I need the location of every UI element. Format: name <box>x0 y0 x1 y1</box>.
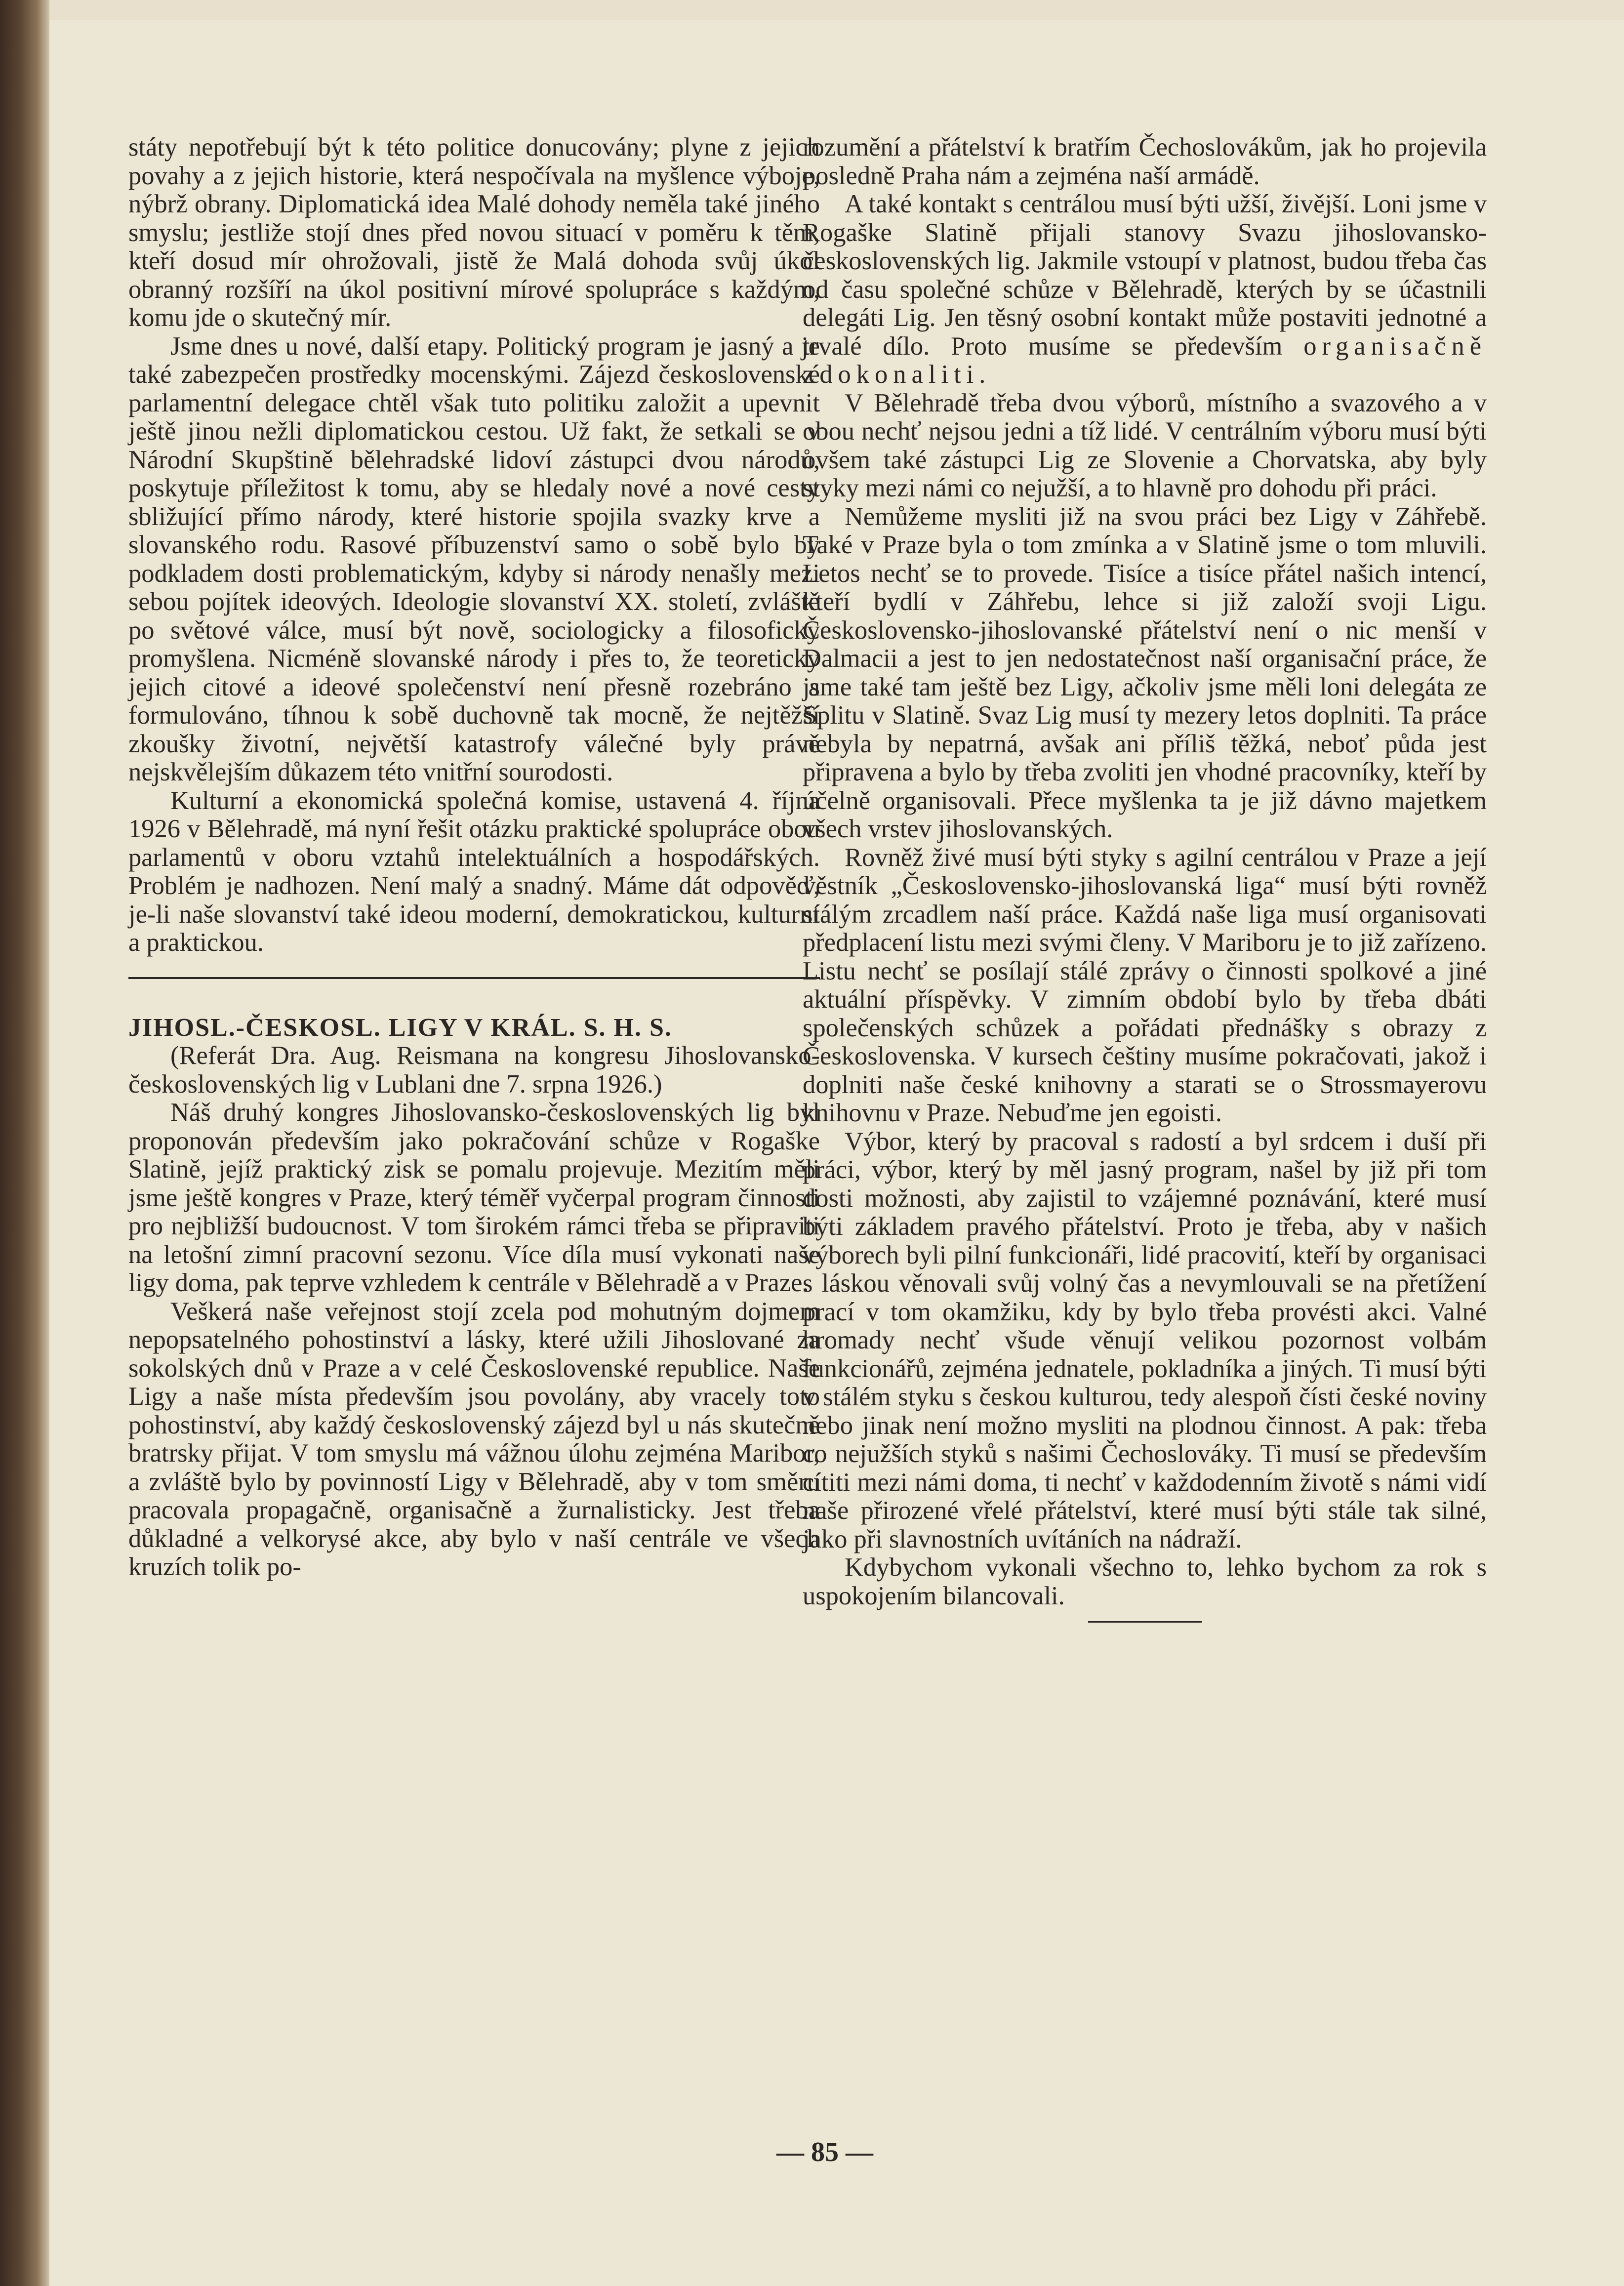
left-paragraph-4: Náš druhý kongres Jihoslovansko-československých lig byl proponován především jako pokračování schůze v Rogaške Slatině, jejíž praktický zisk se pomalu projevuje. Mezitím měli jsme ještě kongres v Praze, který téměř vyčerpal program činnosti pro nejbližší budoucnost. V tom širokém rámci třeba se připraviti na letošní zimní pracovní sezonu. Více díla musí vykonati naše ligy doma, pak teprve vzhledem k centrále v Bělehradě a v Praze. <box>128 1098 820 1297</box>
end-rule <box>1088 1621 1202 1623</box>
section-divider <box>128 977 820 979</box>
document-page <box>49 20 1624 2286</box>
article-subtitle: (Referát Dra. Aug. Reismana na kongresu Jihoslovansko-československých lig v Lublani dne 7. srpna 1926.) <box>128 1041 820 1099</box>
left-column <box>128 133 820 1582</box>
right-paragraph-2 <box>803 190 1487 389</box>
right-paragraph-5: Rovněž živé musí býti styky s agilní centrálou v Praze a její věstník „Československo-jihoslovanská liga“ musí býti rovněž stálým zrcadlem naší práce. Každá naše liga musí organisovati předplacení listu mezi svými členy. V Mariboru je to již zařízeno. Listu nechť se posílají stálé zprávy o činnosti spolkové a jiné aktuální příspěvky. V zimním období bylo by třeba dbáti společenských schůzek a pořádati přednášky s obrazy z Československa. V kursech češtiny musíme pokračovati, jakož i doplniti naše české knihovny a starati se o Strossmayerovu knihovnu v Praze. Nebuďme jen egoisti. <box>803 843 1487 1127</box>
right-paragraph-7: Kdybychom vykonali všechno to, lehko bychom za rok s uspokojením bilancovali. <box>803 1553 1487 1610</box>
left-paragraph-1: státy nepotřebují být k této politice donucovány; plyne z jejich povahy a z jejich historie, která nespočívala na myšlence výboje, nýbrž obrany. Diplomatická idea Malé dohody neměla také jiného smyslu; jestliže stojí dnes před novou situací v poměru k těm, kteří dosud mír ohrožovali, jistě že Malá dohoda svůj úkol obranný rozšíří na úkol positivní mírové spolupráce s každým, komu jde o skutečný mír. <box>128 133 820 332</box>
right-paragraph-6: Výbor, který by pracoval s radostí a byl srdcem i duší při práci, výbor, který by měl jasný program, našel by již při tom dosti možnosti, aby zajistil to vzájemné poznávání, které musí býti základem pravého přátelství. Proto je třeba, aby v našich výborech byli pilní funkcionáři, lidé pracovití, kteří by organisaci s láskou věnovali svůj volný čas a nevymlouvali se na přetížení prací v tom okamžiku, kdy by bylo třeba provésti akci. Valné hromady nechť všude věnují velikou pozornost volbám funkcionářů, zejména jednatele, pokladníka a jiných. Ti musí býti v stálém styku s českou kulturou, tedy alespoň čísti české noviny nebo jinak není možno mysliti na plodnou činnost. A pak: třeba co nejužších styků s našimi Čechoslováky. Ti musí se především cítiti mezi námi doma, ti nechť v každodenním životě s námi vidí naše přirozené vřelé přátelství, které musí býti stále tak silné, jako při slavnostních uvítáních na nádraží. <box>803 1127 1487 1553</box>
page-number: — 85 — <box>776 2137 873 2167</box>
right-paragraph-4: Nemůžeme mysliti již na svou práci bez Ligy v Záhřebě. Také v Praze byla o tom zmínka a v Slatině jsme o tom mluvili. Letos nechť se to provede. Tisíce a tisíce přátel našich intencí, kteří bydlí v Záhřebu, lehce si již založí svoji Ligu. Československo-jihoslovanské přátelství není o nic menší v Dalmacii a jest to jen nedostatečnost naší organisační práce, že jsme také tam ještě bez Ligy, ačkoliv jsme měli loni delegáta ze Splitu v Slatině. Svaz Lig musí ty mezery letos doplniti. Ta práce nebyla by nepatrná, avšak ani příliš těžká, neboť půda jest připravena a bylo by třeba zvoliti jen vhodné pracovníky, kteří by účelně organisovali. Přece myšlenka ta je již dávno majetkem všech vrstev jihoslovanských. <box>803 502 1487 843</box>
left-paragraph-5: Veškerá naše veřejnost stojí zcela pod mohutným dojmem nepopsatelného pohostinství a lásky, které užili Jihoslované za sokolských dnů v Praze a v celé Československé republice. Naše Ligy a naše místa především jsou povolány, aby vracely toto pohostinství, aby každý československý zájezd byl u nás skutečně bratrsky přijat. V tom smyslu má vážnou úlohu zejména Maribor, a zvláště bylo by povinností Ligy v Bělehradě, aby v tom směru pracovala propagačně, organisačně a žurnalisticky. Jest třeba důkladné a velkorysé akce, aby bylo v naší centrále ve všech kruzích tolik po- <box>128 1297 820 1581</box>
left-paragraph-3: Kulturní a ekonomická společná komise, ustavená 4. října 1926 v Bělehradě, má nyní řešit otázku praktické spolupráce obou parlamentů v oboru vztahů intelektuálních a hospodářských. Problém je nadhozen. Není malý a snadný. Máme dát odpověď, je-li naše slovanství také ideou moderní, demokratickou, kulturní a praktickou. <box>128 786 820 957</box>
article-heading: JIHOSL.-ČESKOSL. LIGY V KRÁL. S. H. S. <box>128 1013 672 1042</box>
spaced-emphasis: organisačně zdokonaliti. <box>803 331 1487 389</box>
book-binding-edge <box>0 0 49 2286</box>
right-paragraph-2-text: A také kontakt s centrálou musí býti užší, živější. Loni jsme v Rogaške Slatině přijali stanovy Svazu jihoslovansko-československých lig. Jakmile vstoupí v platnost, budou třeba čas od času společné schůze v Bělehradě, kterých by se účastnili delegáti Lig. Jen těsný osobní kontakt může postaviti jednotné a trvalé dílo. Proto musíme se především <box>803 190 1487 361</box>
right-paragraph-3: V Bělehradě třeba dvou výborů, místního a svazového a v obou nechť nejsou jedni a tíž lidé. V centrálním výboru musí býti ovšem také zástupci Lig ze Slovenie a Chorvatska, aby byly styky mezi námi co nejužší, a to hlavně pro dohodu při práci. <box>803 388 1487 502</box>
right-column <box>803 133 1487 1623</box>
right-paragraph-1: rozumění a přátelství k bratřím Čechoslovákům, jak ho projevila posledně Praha nám a zejména naší armádě. <box>803 133 1487 190</box>
left-paragraph-2: Jsme dnes u nové, další etapy. Politický program je jasný a je také zabezpečen prostředky mocenskými. Zájezd československé parlamentní delegace chtěl však tuto politiku založit a upevnit ještě jinou nežli diplomatickou cestou. Už fakt, že setkali se v Národní Skupštině bělehradské lidoví zástupci dvou národů, poskytuje příležitost k tomu, aby se hledaly nové a nové cesty sbližující přímo národy, které historie spojila svazky krve a slovanského rodu. Rasové příbuzenství samo o sobě bylo by podkladem dosti problematickým, kdyby si národy nenašly mezi sebou pojítek ideových. Ideologie slovanství XX. století, zvláště po světové válce, musí být nově, sociologicky a filosoficky promyšlena. Nicméně slovanské národy i přes to, že teoreticky jejich citové a ideové společenství není přesně rozebráno a formulováno, tíhnou k sobě duchovně tak mocně, že nejtěžší zkoušky životní, největší katastrofy válečné byly právě nejskvělejším důkazem této vnitřní sourodosti. <box>128 331 820 786</box>
